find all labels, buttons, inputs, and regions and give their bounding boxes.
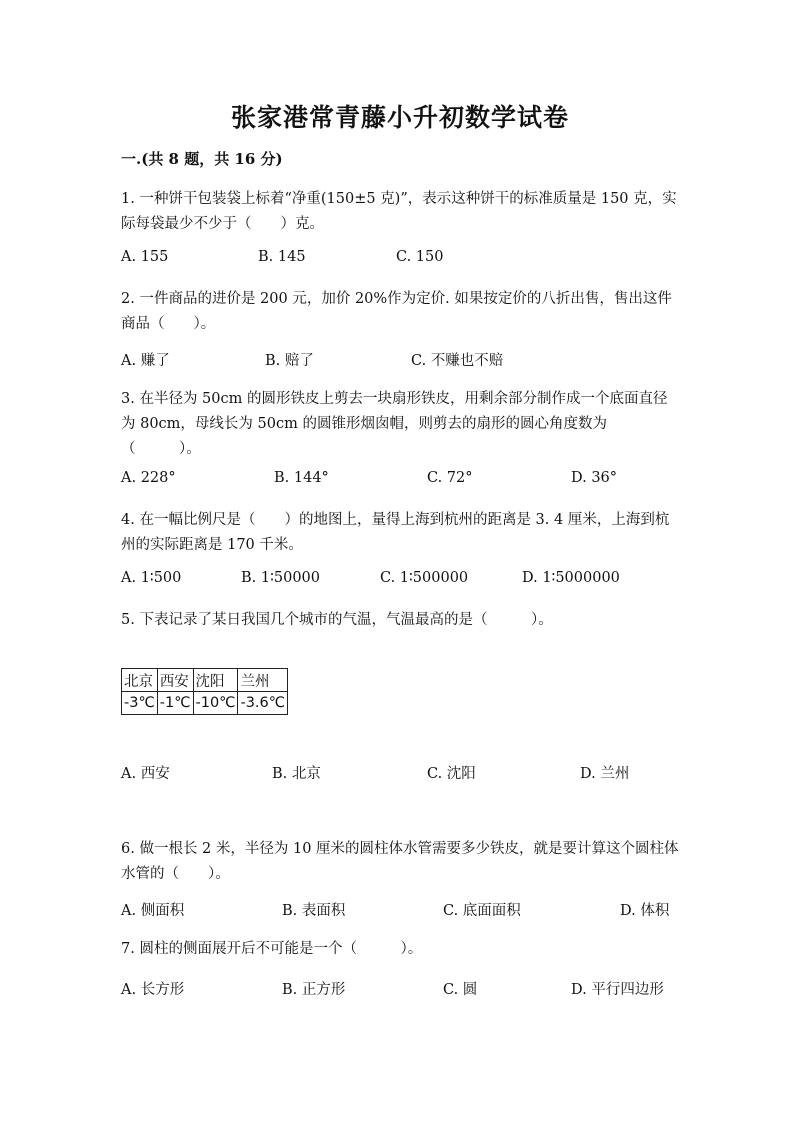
q1-option-c: C. 150 (396, 249, 444, 265)
q2-option-c: C. 不赚也不赔 (411, 353, 504, 369)
q2-option-b: B. 赔了 (265, 353, 314, 369)
q5-option-d: D. 兰州 (580, 766, 630, 782)
q6-option-a: A. 侧面积 (121, 903, 185, 919)
q6-option-d: D. 体积 (620, 903, 670, 919)
table-cell: 沈阳 (193, 669, 238, 692)
table-cell: 兰州 (238, 669, 288, 692)
q5-option-b: B. 北京 (272, 766, 321, 782)
table-cell: -3.6℃ (238, 692, 288, 715)
q7-option-c: C. 圆 (443, 982, 478, 998)
section-heading: 一.(共 8 题，共 16 分) (121, 150, 283, 168)
table-cell: -3℃ (122, 692, 158, 715)
q4-option-b: B. 1∶50000 (241, 570, 320, 586)
question-2-text: 2. 一件商品的进价是 200 元，加价 20%作为定价. 如果按定价的八折出售，售出这件商品（ ）。 (121, 291, 672, 332)
q3-option-d: D. 36° (571, 470, 618, 486)
question-1-text: 1. 一种饼干包装袋上标着“净重(150±5 克)”，表示这种饼干的标准质量是 150 克，实际每袋最少不少于（ ）克。 (121, 191, 677, 232)
q4-option-d: D. 1∶5000000 (522, 570, 620, 586)
table-cell: -10℃ (193, 692, 238, 715)
question-7-text: 7. 圆柱的侧面展开后不可能是一个（ ）。 (121, 941, 423, 957)
table-cell: 北京 (122, 669, 158, 692)
q1-option-b: B. 145 (258, 249, 306, 265)
question-6-text: 6. 做一根长 2 米，半径为 10 厘米的圆柱体水管需要多少铁皮，就是要计算这个圆柱体水管的（ ）。 (121, 841, 679, 882)
q6-option-b: B. 表面积 (282, 903, 346, 919)
q5-option-a: A. 西安 (121, 766, 170, 782)
question-4-text: 4. 在一幅比例尺是（ ）的地图上，量得上海到杭州的距离是 3. 4 厘米，上海到杭州的实际距离是 170 千米。 (121, 512, 670, 553)
q4-option-a: A. 1∶500 (121, 570, 182, 586)
table-row (122, 692, 288, 715)
q6-option-c: C. 底面面积 (443, 903, 521, 919)
question-3-text: 3. 在半径为 50cm 的圆形铁皮上剪去一块扇形铁皮，用剩余部分制作成一个底面直径为 80cm，母线长为 50cm 的圆锥形烟囱帽，则剪去的扇形的圆心角度数为（ ）。 (121, 391, 668, 457)
q1-option-a: A. 155 (121, 249, 169, 265)
q3-option-b: B. 144° (274, 470, 329, 486)
q7-option-a: A. 长方形 (121, 982, 185, 998)
table-cell: -1℃ (157, 692, 193, 715)
q3-option-c: C. 72° (427, 470, 473, 486)
q7-option-b: B. 正方形 (282, 982, 346, 998)
exam-title: 张家港常青藤小升初数学试卷 (230, 103, 569, 132)
q7-option-d: D. 平行四边形 (571, 982, 664, 998)
q5-option-c: C. 沈阳 (427, 766, 476, 782)
q3-option-a: A. 228° (121, 470, 176, 486)
temperature-table (121, 668, 288, 715)
table-cell: 西安 (157, 669, 193, 692)
question-5-text: 5. 下表记录了某日我国几个城市的气温，气温最高的是（ ）。 (121, 612, 553, 628)
table-header-row (122, 669, 288, 692)
q4-option-c: C. 1∶500000 (380, 570, 469, 586)
q2-option-a: A. 赚了 (121, 353, 170, 369)
